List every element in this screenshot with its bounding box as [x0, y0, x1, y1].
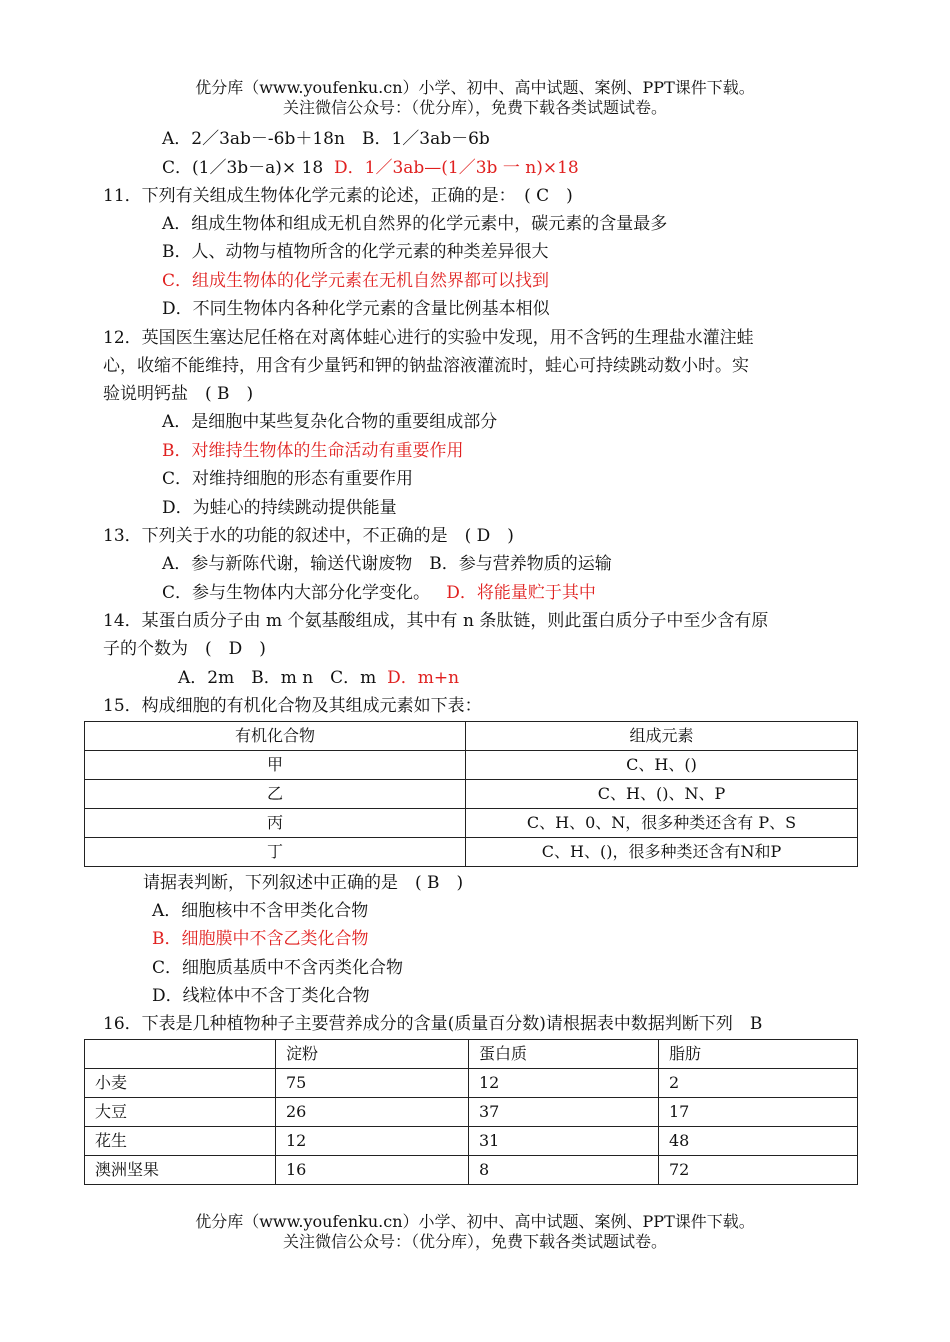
table-cell: 大豆: [85, 1098, 276, 1127]
header-line-1: 优分库（www.youfenku.cn）小学、初中、高中试题、案例、PPT课件下载。: [195, 78, 755, 97]
q15-stem: 15．构成细胞的有机化合物及其组成元素如下表：: [103, 696, 482, 716]
table-header-row: [85, 1040, 858, 1069]
q15-option-c: C．细胞质基质中不含丙类化合物: [152, 958, 404, 978]
table-cell: 花生: [85, 1127, 276, 1156]
q16-stem: 16．下表是几种植物种子主要营养成分的含量(质量百分数)请根据表中数据判断下列 B: [103, 1014, 763, 1034]
q14-stem-line-1: 14．某蛋白质分子由 m 个氨基酸组成，其中有 n 条肽链，则此蛋白质分子中至少含有原: [103, 611, 769, 631]
q11-option-a: A．组成生物体和组成无机自然界的化学元素中，碳元素的含量最多: [162, 214, 668, 234]
table-cell: C、H、()、N、P: [466, 780, 858, 809]
table-header-cell: 蛋白质: [469, 1040, 659, 1069]
q15-prompt: 请据表判断，下列叙述中正确的是 ( B ): [143, 873, 464, 893]
table-cell: 小麦: [85, 1069, 276, 1098]
table-cell: 丙: [85, 809, 466, 838]
table-row: [85, 1098, 858, 1127]
q13-option-d-answer: D．将能量贮于其中: [446, 583, 596, 603]
table-cell: 丁: [85, 838, 466, 867]
table-row: [85, 1127, 858, 1156]
table-cell: 31: [469, 1127, 659, 1156]
q15-option-d: D．线粒体中不含丁类化合物: [152, 986, 370, 1006]
table-cell: 26: [276, 1098, 469, 1127]
q12-option-d: D．为蛙心的持续跳动提供能量: [162, 498, 397, 518]
q14-option-d-answer: D．m+n: [387, 668, 460, 688]
q11-option-d: D．不同生物体内各种化学元素的含量比例基本相似: [162, 299, 550, 319]
q13-stem: 13．下列关于水的功能的叙述中，不正确的是 ( D ): [103, 526, 514, 546]
q12-option-b-answer: B．对维持生物体的生命活动有重要作用: [162, 441, 464, 461]
table-cell: 75: [276, 1069, 469, 1098]
q11-stem: 11．下列有关组成生物体化学元素的论述，正确的是： ( C ): [103, 186, 573, 206]
table-row: [85, 838, 858, 867]
table-cell: C、H、()，很多种类还含有N和P: [466, 838, 858, 867]
table-cell: 12: [469, 1069, 659, 1098]
table-cell: C、H、(): [466, 751, 858, 780]
table-cell: C、H、0、N，很多种类还含有 P、S: [466, 809, 858, 838]
table-cell: 37: [469, 1098, 659, 1127]
table-cell: 48: [659, 1127, 858, 1156]
table-cell: 澳洲坚果: [85, 1156, 276, 1185]
q11-option-b: B．人、动物与植物所含的化学元素的种类差异很大: [162, 242, 549, 262]
table-row: [85, 1069, 858, 1098]
q15-option-a: A．细胞核中不含甲类化合物: [152, 901, 369, 921]
table-cell: 16: [276, 1156, 469, 1185]
table-header-cell: 组成元素: [466, 722, 858, 751]
q15-table: [84, 721, 858, 867]
q13-option-c: C．参与生物体内大部分化学变化。: [162, 583, 431, 603]
table-row: [85, 1156, 858, 1185]
q13-options-ab: A．参与新陈代谢，输送代谢废物 B．参与营养物质的运输: [162, 554, 612, 574]
table-cell: 8: [469, 1156, 659, 1185]
table-cell: 12: [276, 1127, 469, 1156]
q12-stem-line-3: 验说明钙盐 ( B ): [103, 384, 254, 404]
q10-options-cd: [162, 156, 579, 180]
q10-option-d-answer: D．1／3ab—(1／3b 一 n)×18: [334, 158, 579, 178]
q16-table: [84, 1039, 858, 1185]
q14-options-abc: A．2m B．m n C．m: [178, 668, 377, 688]
q10-options-ab: A．2／3ab－-6b＋18n B．1／3ab－6b: [162, 129, 490, 149]
q14-stem-line-2: 子的个数为 ( D ): [103, 639, 266, 659]
q10-option-c: C．(1／3b－a)× 18: [162, 158, 324, 178]
q12-stem-line-1: 12．英国医生塞达尼任格在对离体蛙心进行的实验中发现，用不含钙的生理盐水灌注蛙: [103, 328, 754, 348]
footer-line-2: 关注微信公众号：（优分库），免费下载各类试题试卷。: [282, 1232, 667, 1251]
table-header-cell: 淀粉: [276, 1040, 469, 1069]
q14-options: [178, 666, 459, 690]
footer-line-1: 优分库（www.youfenku.cn）小学、初中、高中试题、案例、PPT课件下载。: [195, 1212, 755, 1231]
q11-option-c-answer: C．组成生物体的化学元素在无机自然界都可以找到: [162, 271, 550, 291]
table-header-row: [85, 722, 858, 751]
table-cell: 乙: [85, 780, 466, 809]
table-cell: 2: [659, 1069, 858, 1098]
table-cell: 17: [659, 1098, 858, 1127]
q12-option-c: C．对维持细胞的形态有重要作用: [162, 469, 414, 489]
table-row: [85, 780, 858, 809]
table-row: [85, 751, 858, 780]
table-row: [85, 809, 858, 838]
table-cell: 72: [659, 1156, 858, 1185]
table-header-cell: [85, 1040, 276, 1069]
q15-option-b-answer: B．细胞膜中不含乙类化合物: [152, 929, 369, 949]
table-cell: 甲: [85, 751, 466, 780]
table-header-cell: 有机化合物: [85, 722, 466, 751]
q13-options-cd: [162, 581, 596, 605]
q12-stem-line-2: 心，收缩不能维持，用含有少量钙和钾的钠盐溶液灌流时，蛙心可持续跳动数小时。实: [103, 356, 749, 376]
table-header-cell: 脂肪: [659, 1040, 858, 1069]
header-line-2: 关注微信公众号：（优分库），免费下载各类试题试卷。: [282, 98, 667, 117]
q12-option-a: A．是细胞中某些复杂化合物的重要组成部分: [162, 412, 498, 432]
